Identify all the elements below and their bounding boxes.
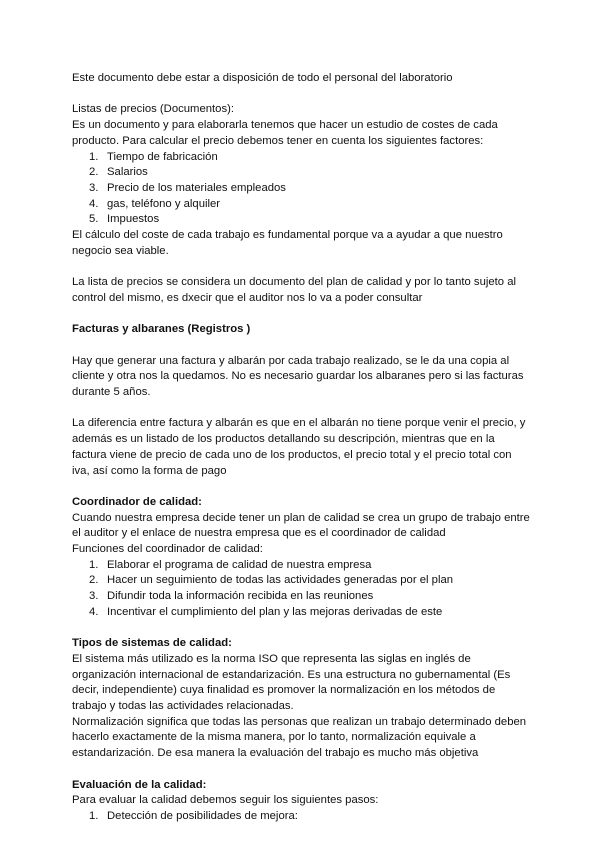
coordinador-functions-label: Funciones del coordinador de calidad:: [72, 543, 263, 555]
facturas-heading: Facturas y albaranes (Registros ): [72, 323, 251, 336]
list-item: 3. Difundir toda la información recibida en las reuniones: [89, 590, 374, 603]
list-item: 1. Tiempo de fabricación: [89, 150, 218, 163]
facturas-paragraph-2: La diferencia entre factura y albarán es que en el albarán no tiene porque venir el precio, y además es un listado de los productos detallando su descripción, mientras que en la factura viene de precio de cada uno de los productos, el precio total y el precio total con iva, así como la forma de pago: [72, 417, 526, 477]
coordinador-paragraph: Cuando nuestra empresa decide tener un plan de calidad se crea un grupo de trabajo entre el auditor y el enlace de nuestra empresa que es el coordinador de calidad: [72, 511, 530, 540]
evaluacion-heading: Evaluación de la calidad:: [72, 778, 207, 791]
precios-paragraph-2: El cálculo del coste de cada trabajo es fundamental porque va a ayudar a que nuestro negocio sea viable.: [72, 229, 503, 257]
list-item: 5. Impuestos: [89, 213, 160, 226]
tipos-heading: Tipos de sistemas de calidad:: [72, 637, 232, 650]
precios-paragraph: Es un documento y para elaborarla tenemos que hacer un estudio de costes de cada producto. Para calcular el precio debemos tener en cuenta los siguientes factores:: [72, 119, 498, 147]
facturas-paragraph: Hay que generar una factura y albarán por cada trabajo realizado, se le da una copia al cliente y otra nos la quedamos. No es necesario guardar los albaranes pero si las facturas durante 5 años.: [72, 354, 524, 398]
coordinador-functions-list: [72, 558, 532, 621]
tipos-paragraph-2: Normalización significa que todas las personas que realizan un trabajo determinado deben hacerlo exactamente de la misma manera, por lo tanto, normalización equivale a estandarización. De esa manera la evaluación del trabajo es mucho más objetiva: [72, 715, 527, 760]
precios-factors-list: [72, 150, 532, 229]
list-item: 4. gas, teléfono y alquiler: [89, 197, 221, 210]
evaluacion-paragraph: Para evaluar la calidad debemos seguir los siguientes pasos:: [72, 794, 379, 807]
evaluacion-steps-list: [72, 809, 532, 825]
precios-heading: Listas de precios (Documentos):: [72, 103, 234, 116]
list-item: 2. Hacer un seguimiento de todas las actividades generadas por el plan: [89, 574, 454, 587]
intro-text: Este documento debe estar a disposición de todo el personal del laboratorio: [72, 72, 453, 84]
list-item: 1. Detección de posibilidades de mejora:: [89, 809, 298, 822]
list-item: 2. Salarios: [89, 166, 148, 179]
list-item: 4. Incentivar el cumplimiento del plan y las mejoras derivadas de este: [89, 605, 443, 618]
tipos-paragraph: El sistema más utilizado es la norma ISO que representa las siglas en inglés de organización internacional de estandarización. Es una estructura no gubernamental (Es decir, independiente) cuya finalidad es promover la normalización en los métodos de trabajo y todas las actividades relacionadas.: [72, 652, 511, 713]
list-item: 1. Elaborar el programa de calidad de nuestra empresa: [89, 558, 372, 571]
list-item: 3. Precio de los materiales empleados: [89, 181, 286, 194]
coordinador-heading: Coordinador de calidad:: [72, 495, 202, 508]
precios-paragraph-3: La lista de precios se considera un documento del plan de calidad y por lo tanto sujeto al control del mismo, es dxecir que el auditor nos lo va a poder consultar: [72, 276, 516, 304]
document-body: [72, 71, 532, 825]
